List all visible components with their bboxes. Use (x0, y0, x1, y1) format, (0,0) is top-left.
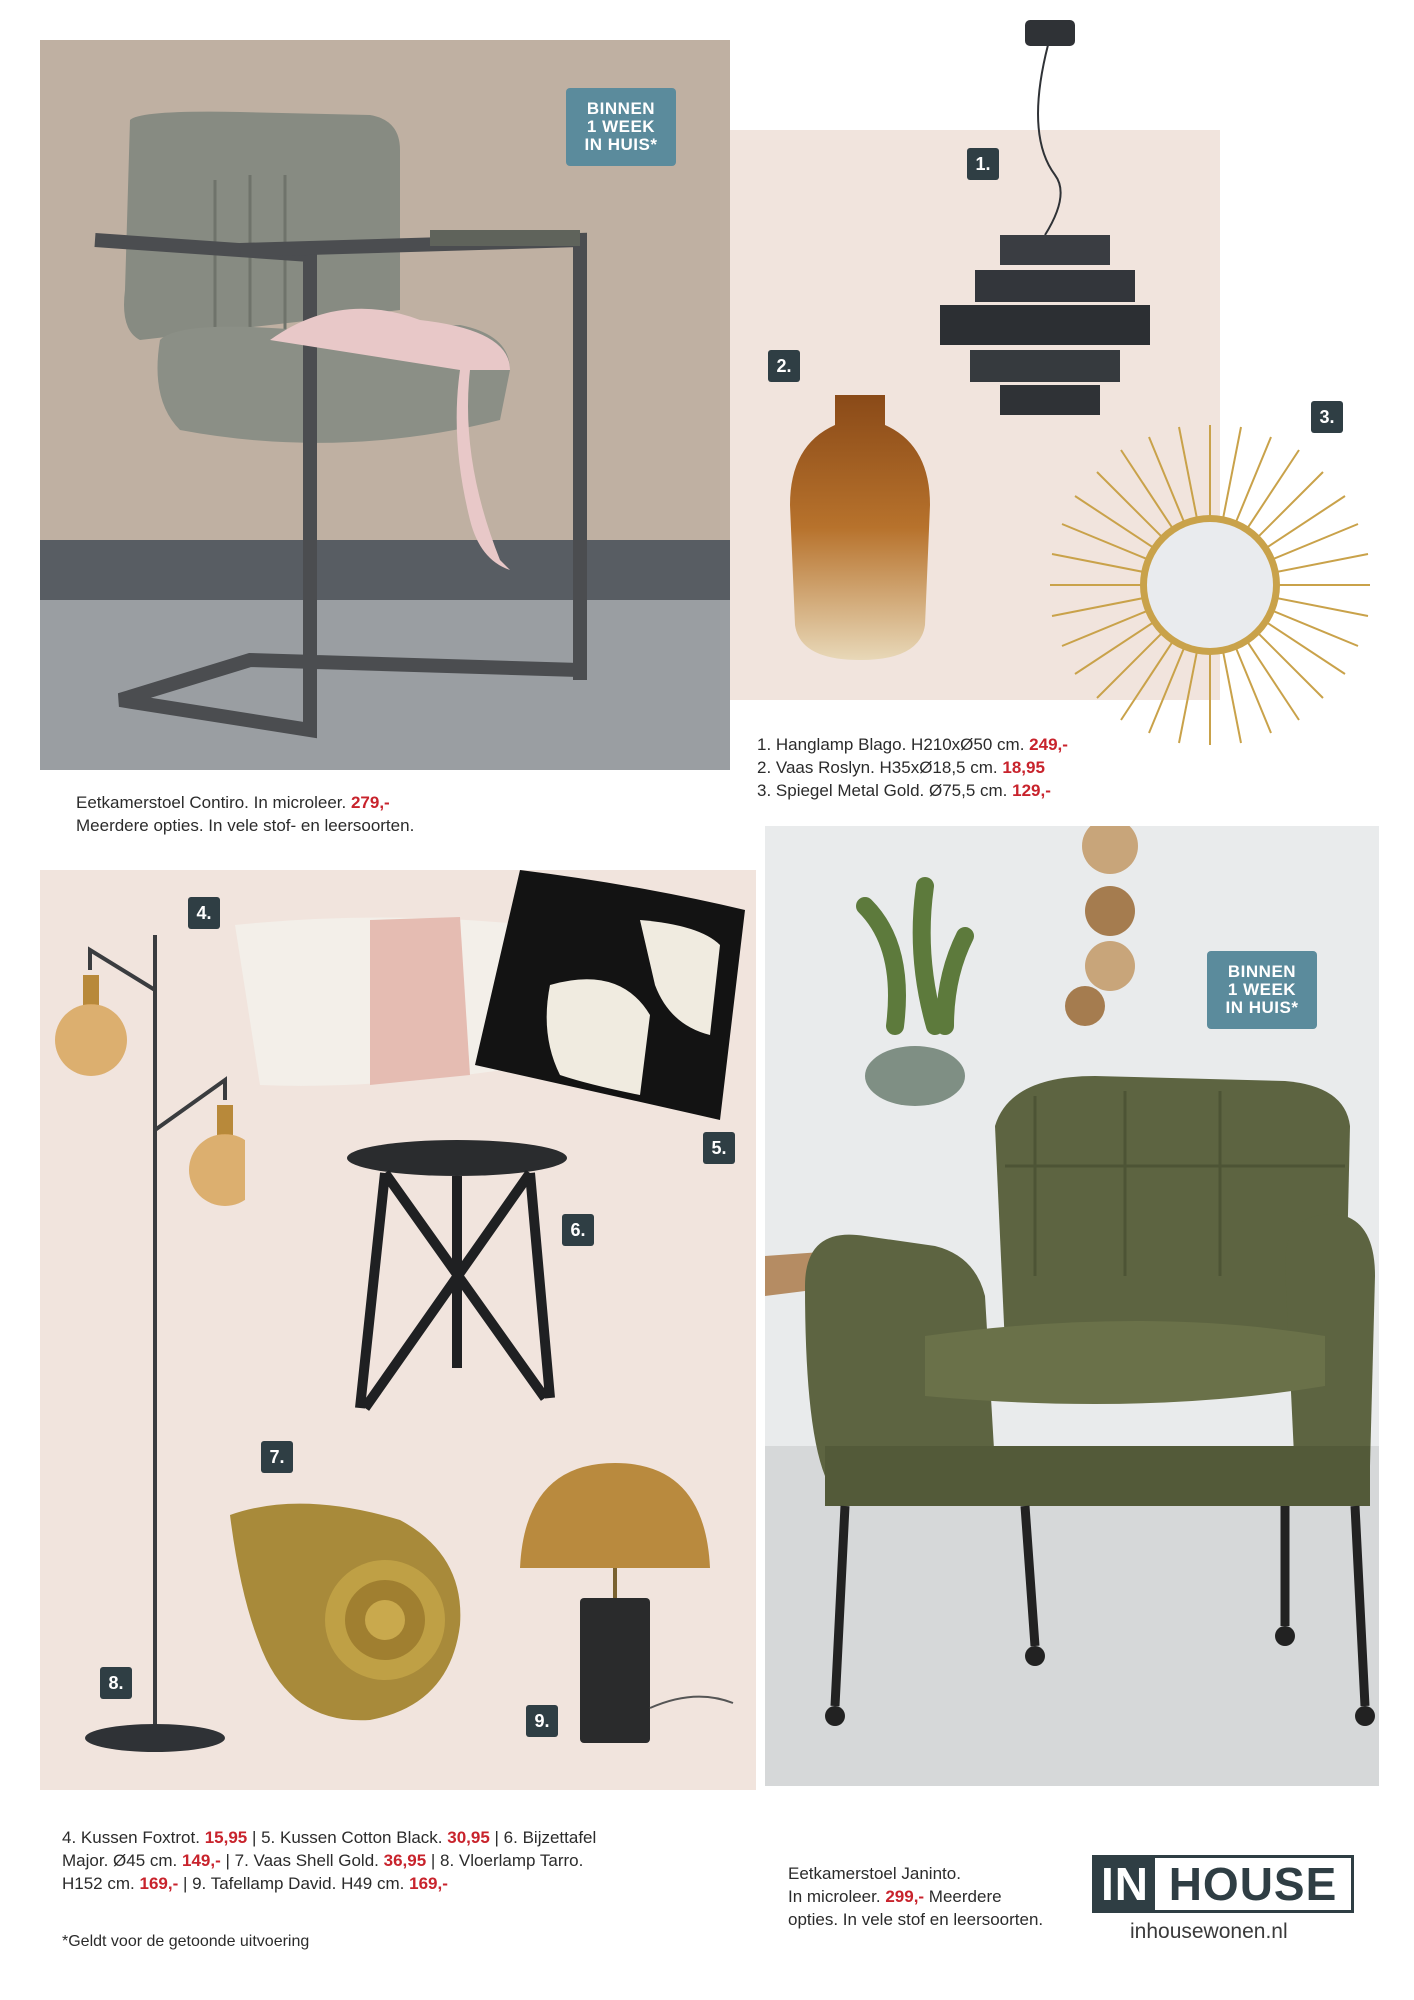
item-text: | 7. Vaas Shell Gold. (220, 1851, 379, 1870)
item-number-6: 6. (562, 1214, 594, 1246)
caption-text: Eetkamerstoel Contiro. In microleer. (76, 793, 347, 812)
price: 149,- (182, 1851, 221, 1870)
badge-line: 1 WEEK (586, 117, 656, 136)
delivery-badge-top (566, 88, 676, 166)
caption-contiro (76, 791, 676, 837)
badge-line: IN HUIS* (1225, 998, 1299, 1017)
item-number-7: 7. (261, 1441, 293, 1473)
caption-janinto (788, 1862, 1088, 1931)
price: 15,95 (204, 1828, 248, 1847)
price: 169,- (409, 1874, 448, 1893)
item-text: | 5. Kussen Cotton Black. (247, 1828, 443, 1847)
item-number-4: 4. (188, 897, 220, 929)
vase-roslyn-image (785, 385, 935, 665)
pendant-lamp-image (930, 15, 1160, 435)
item-number-2: 2. (768, 350, 800, 382)
price: 299,- (885, 1887, 925, 1906)
caption-text: Meerdere (924, 1887, 1002, 1906)
caption-text: In microleer. (788, 1887, 881, 1906)
price: 129,- (1012, 781, 1051, 800)
item-number-9: 9. (526, 1705, 558, 1737)
caption-text: Eetkamerstoel Janinto. (788, 1864, 961, 1883)
delivery-badge-bottom (1207, 951, 1317, 1029)
floor-lamp-tarro-image (45, 930, 245, 1760)
item-text: | 6. Bijzettafel (489, 1828, 597, 1847)
website-url[interactable]: inhousewonen.nl (1130, 1920, 1288, 1943)
list-line (62, 1872, 742, 1895)
list-line (62, 1826, 742, 1849)
caption-text: opties. In vele stof en leersoorten. (788, 1910, 1044, 1929)
price: 279,- (350, 793, 390, 812)
price: 249,- (1029, 735, 1068, 754)
lighting-list (757, 733, 1177, 802)
list-item (757, 733, 1177, 756)
item-text: H152 cm. (62, 1874, 135, 1893)
cushion-cotton-black-image (470, 865, 750, 1125)
caption-line (788, 1885, 1088, 1908)
item-number-1: 1. (967, 148, 999, 180)
item-text: Major. Ø45 cm. (62, 1851, 178, 1870)
logo-left: IN (1101, 1858, 1149, 1910)
list-item (757, 779, 1177, 802)
item-text: 4. Kussen Foxtrot. (62, 1828, 200, 1847)
footnote: *Geldt voor de getoonde uitvoering (62, 1933, 310, 1950)
price: 30,95 (447, 1828, 490, 1847)
item-text: | 8. Vloerlamp Tarro. (426, 1851, 584, 1870)
list-item (757, 756, 1177, 779)
item-number-5: 5. (703, 1132, 735, 1164)
badge-line: 1 WEEK (1227, 980, 1297, 999)
item-number-8: 8. (100, 1667, 132, 1699)
price: 169,- (139, 1874, 179, 1893)
mirror-metal-gold-image (1045, 420, 1375, 750)
accessories-list (62, 1826, 742, 1895)
badge-line: IN HUIS* (584, 135, 658, 154)
badge-line: BINNEN (1227, 962, 1297, 981)
list-line (62, 1849, 742, 1872)
logo-right: HOUSE (1155, 1858, 1351, 1910)
item-text: 2. Vaas Roslyn. H35xØ18,5 cm. (757, 758, 998, 777)
vase-shell-gold-image (220, 1495, 470, 1725)
price: 18,95 (1002, 758, 1045, 777)
item-text: 1. Hanglamp Blago. H210xØ50 cm. (757, 735, 1025, 754)
price: 36,95 (383, 1851, 427, 1870)
item-number-3: 3. (1311, 401, 1343, 433)
caption-text: Meerdere opties. In vele stof- en leersoorten. (76, 816, 415, 835)
inhouse-logo (1092, 1855, 1354, 1913)
item-text: | 9. Tafellamp David. H49 cm. (178, 1874, 405, 1893)
item-text: 3. Spiegel Metal Gold. Ø75,5 cm. (757, 781, 1008, 800)
badge-line: BINNEN (586, 99, 656, 118)
side-table-major-image (345, 1138, 570, 1418)
